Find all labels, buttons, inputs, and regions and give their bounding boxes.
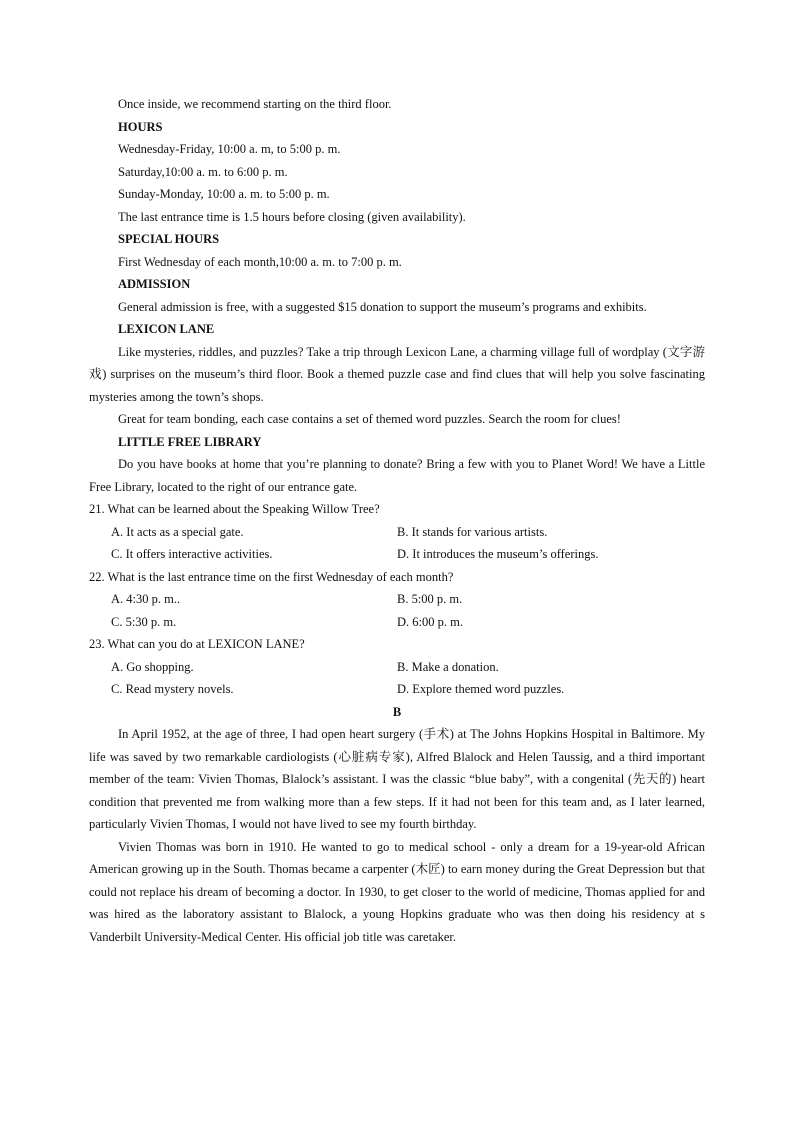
option-a: A. Go shopping. xyxy=(111,659,194,674)
hours-heading: HOURS xyxy=(118,119,163,134)
library-paragraph: Do you have books at home that you’re planning to donate? Bring a few with you to Planet Word! We have a Little Free Library, located to the right of our entrance gate. xyxy=(89,457,705,494)
section-b-paragraph: Vivien Thomas was born in 1910. He wanted to go to medical school - only a dream for a 19-year-old African American growing up in the South. Thomas became a carpenter (木匠) to earn money during the Great Depression but that could not replace his dream of becoming a doctor. In 1930, to get closer to the world of medicine, Thomas applied for and was hired as the laboratory assistant to Blalock, a young Hopkins graduate who was then doing his residency at s Vanderbilt University-Medical Center. His official job title was caretaker. xyxy=(89,839,705,944)
question-options xyxy=(89,611,705,634)
option-d: D. It introduces the museum’s offerings. xyxy=(397,547,599,561)
library-heading: LITTLE FREE LIBRARY xyxy=(118,434,262,449)
question-options xyxy=(89,588,705,611)
hours-line: Wednesday-Friday, 10:00 a. m, to 5:00 p. m. xyxy=(118,142,341,156)
option-c: C. It offers interactive activities. xyxy=(111,547,273,561)
question-stem: 22. What is the last entrance time on the first Wednesday of each month? xyxy=(89,569,454,584)
special-hours-heading: SPECIAL HOURS xyxy=(118,232,220,246)
option-b: B. 5:00 p. m. xyxy=(397,592,463,606)
intro-text: Once inside, we recommend starting on the third floor. xyxy=(118,97,392,111)
option-b: B. It stands for various artists. xyxy=(397,524,548,539)
hours-line: Saturday,10:00 a. m. to 6:00 p. m. xyxy=(118,164,288,179)
section-b-title: B xyxy=(392,704,402,719)
question-options xyxy=(89,521,705,544)
admission-text: General admission is free, with a suggested $15 donation to support the museum’s programs and exhibits. xyxy=(118,299,647,314)
option-d: D. 6:00 p. m. xyxy=(397,614,463,629)
question-stem: 23. What can you do at LEXICON LANE? xyxy=(89,637,305,651)
option-c: C. Read mystery novels. xyxy=(111,682,234,696)
question-options xyxy=(89,543,705,566)
hours-line: Sunday-Monday, 10:00 a. m. to 5:00 p. m. xyxy=(118,187,330,201)
special-hours-text: First Wednesday of each month,10:00 a. m. to 7:00 p. m. xyxy=(118,254,402,269)
question-stem: 21. What can be learned about the Speaking Willow Tree? xyxy=(89,502,380,516)
document-page xyxy=(89,93,705,948)
section-b-paragraph: In April 1952, at the age of three, I had open heart surgery (手术) at The Johns Hopkins Hospital in Baltimore. My life was saved by two remarkable cardiologists (心脏病专家), Alfred Blalock and Helen Taussig, and a third important member of the team: Vivien Thomas, Blalock’s assistant. I was the classic “blue baby”, with a congenital (先天的) heart condition that prevented me from walking more than a few steps. If it had not been for this team and, as I later learned, particularly Vivien Thomas, I would not have lived to see my fourth birthday. xyxy=(89,727,705,831)
lexicon-heading: LEXICON LANE xyxy=(118,322,215,336)
question-options xyxy=(89,656,705,679)
option-b: B. Make a donation. xyxy=(397,659,499,674)
question-options xyxy=(89,678,705,701)
lexicon-paragraph: Like mysteries, riddles, and puzzles? Take a trip through Lexicon Lane, a charming village full of wordplay (文字游戏) surprises on the museum’s third floor. Book a themed puzzle case and find clues that will help you solve fascinating mysteries among the town’s shops. xyxy=(89,344,705,404)
option-c: C. 5:30 p. m. xyxy=(111,614,177,629)
option-a: A. 4:30 p. m.. xyxy=(111,592,181,606)
option-a: A. It acts as a special gate. xyxy=(111,524,244,539)
hours-line: The last entrance time is 1.5 hours before closing (given availability). xyxy=(118,209,466,224)
admission-heading: ADMISSION xyxy=(118,277,191,291)
lexicon-paragraph: Great for team bonding, each case contains a set of themed word puzzles. Search the room for clues! xyxy=(118,412,621,426)
option-d: D. Explore themed word puzzles. xyxy=(397,682,565,696)
